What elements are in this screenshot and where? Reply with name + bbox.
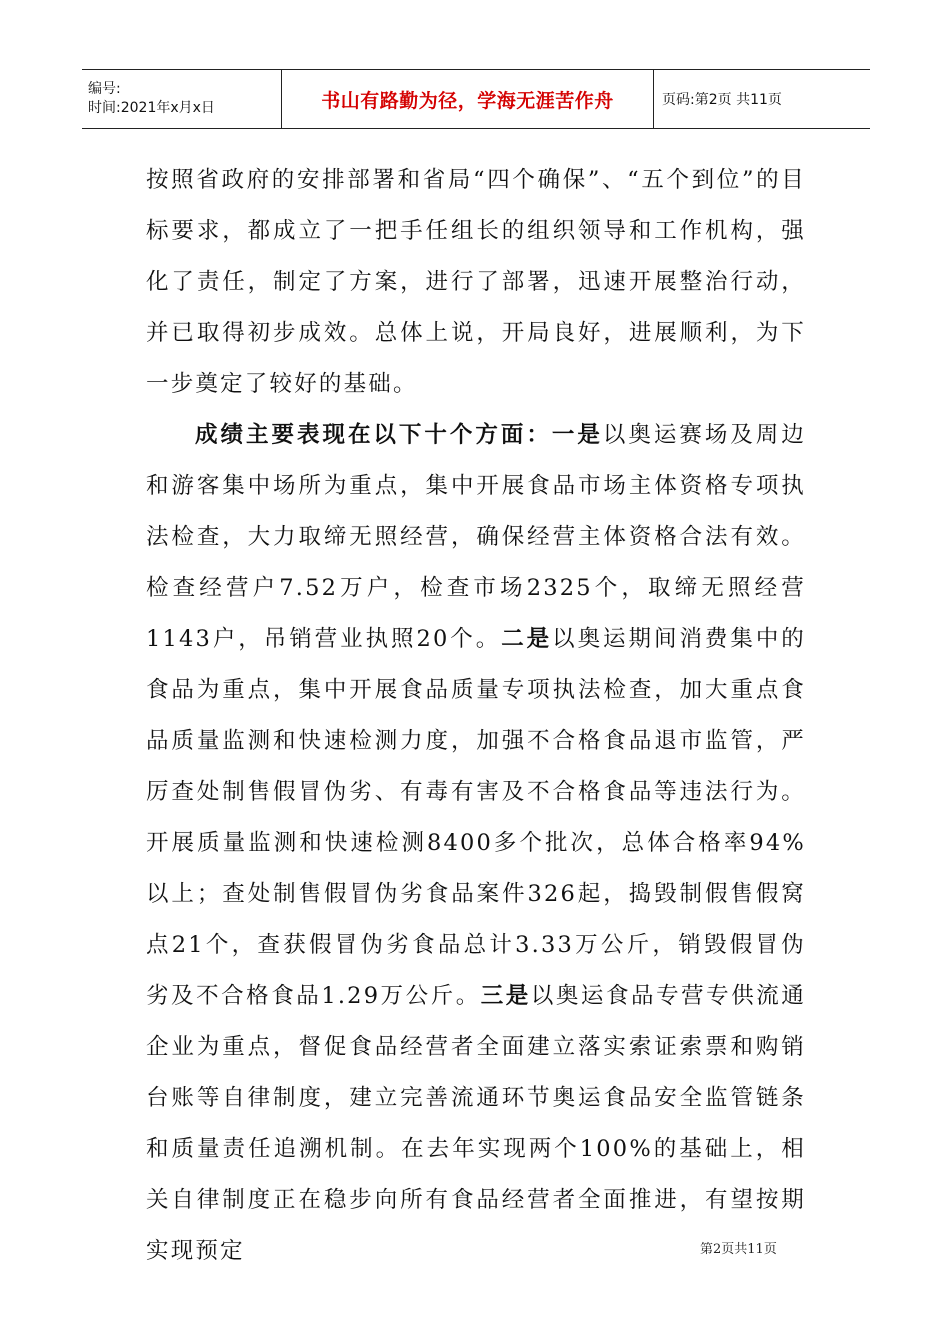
page-footer bbox=[700, 1238, 820, 1257]
document-body bbox=[146, 155, 806, 1277]
item-2-text: 以奥运期间消费集中的食品为重点，集中开展食品质量专项执法检查，加大重点食品质量监测和快速检测力度，加强不合格食品退市监管，严厉查处制售假冒伪劣、有毒有害及不合格食品等违法行为。开展质量监测和快速检测8400多个批次，总体合格率94%以上；查处制售假冒伪劣食品案件326起，捣毁制假售假窝点21个，查获假冒伪劣食品总计3.33万公斤，销毁假冒伪劣及不合格食品1.29万公斤。 bbox=[146, 626, 806, 1009]
footer-page-number: 第2页共11页 bbox=[700, 1242, 777, 1257]
paragraph-intro: 按照省政府的安排部署和省局“四个确保”、“五个到位”的目标要求，都成立了一把手任组长的组织领导和工作机构，强化了责任，制定了方案，进行了部署，迅速开展整治行动，并已取得初步成效。总体上说，开局良好，进展顺利，为下一步奠定了较好的基础。 bbox=[146, 167, 806, 397]
header-page-cell bbox=[654, 70, 870, 128]
item-3-label: 三是 bbox=[480, 983, 531, 1009]
header-meta-cell bbox=[82, 70, 282, 128]
item-1-label: 一是 bbox=[551, 422, 603, 448]
number-label: 编号: bbox=[88, 81, 121, 97]
header-motto-cell bbox=[282, 70, 654, 128]
item-2-label: 二是 bbox=[501, 626, 553, 652]
time-label: 时间:2021年x月x日 bbox=[88, 100, 215, 116]
motto-text: 书山有路勤为径，学海无涯苦作舟 bbox=[321, 89, 614, 112]
item-1-text: 以奥运赛场及周边和游客集中场所为重点，集中开展食品市场主体资格专项执法检查，大力取缔无照经营，确保经营主体资格合法有效。检查经营户7.52万户，检查市场2325个，取缔无照经营1143户，吊销营业执照20个。 bbox=[146, 422, 806, 652]
paragraph-achievements bbox=[146, 410, 806, 1277]
item-3-text: 以奥运食品专营专供流通企业为重点，督促食品经营者全面建立落实索证索票和购销台账等自律制度，建立完善流通环节奥运食品安全监管链条和质量责任追溯机制。在去年实现两个100%的基础上，相关自律制度正在稳步向所有食品经营者全面推进，有望按期实现预定 bbox=[146, 983, 806, 1264]
achievements-lead: 成绩主要表现在以下十个方面： bbox=[195, 422, 552, 448]
page-code: 页码:第2页 共11页 bbox=[662, 92, 782, 108]
document-header bbox=[82, 69, 870, 129]
